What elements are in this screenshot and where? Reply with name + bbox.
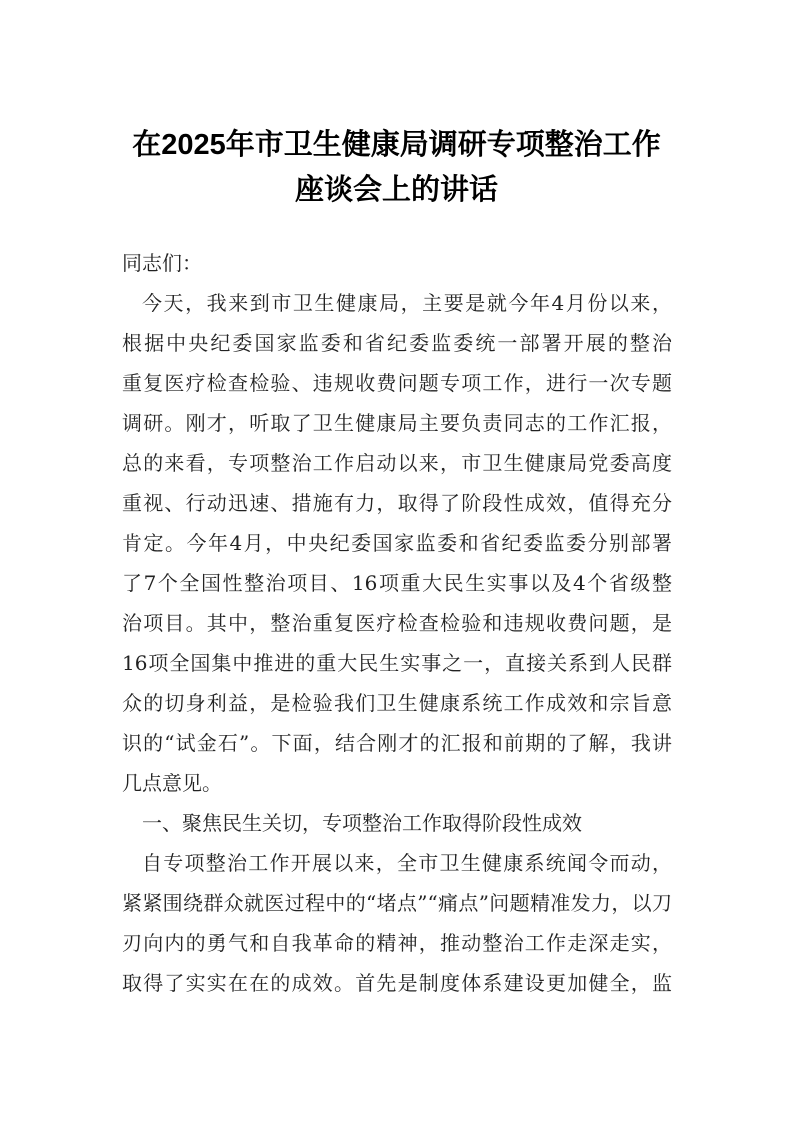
paragraph-line: 紧紧围绕群众就医过程中的“堵点”“痛点”问题精准发力，以刀 bbox=[122, 891, 672, 915]
paragraph-line: 16项全国集中推进的重大民生实事之一，直接关系到人民群 bbox=[122, 651, 672, 675]
paragraph-line: 调研。刚才，听取了卫生健康局主要负责同志的工作汇报， bbox=[122, 411, 672, 435]
paragraph-line: 自专项整治工作开展以来，全市卫生健康系统闻令而动， bbox=[142, 851, 672, 875]
document-title-line-1: 在2025年市卫生健康局调研专项整治工作 bbox=[132, 129, 661, 161]
paragraph-line: 几点意见。 bbox=[122, 771, 222, 795]
section-heading: 一、聚焦民生关切，专项整治工作取得阶段性成效 bbox=[142, 811, 582, 835]
paragraph-line: 了7个全国性整治项目、16项重大民生实事以及4个省级整 bbox=[122, 571, 672, 595]
salutation: 同志们： bbox=[122, 251, 202, 275]
paragraph-line: 取得了实实在在的成效。首先是制度体系建设更加健全，监 bbox=[122, 971, 672, 995]
paragraph-line: 总的来看，专项整治工作启动以来，市卫生健康局党委高度 bbox=[122, 451, 672, 475]
paragraph-line: 刃向内的勇气和自我革命的精神，推动整治工作走深走实， bbox=[122, 931, 672, 955]
paragraph-line: 识的“试金石”。下面，结合刚才的汇报和前期的了解，我讲 bbox=[122, 731, 672, 755]
paragraph-line: 治项目。其中，整治重复医疗检查检验和违规收费问题，是 bbox=[122, 611, 672, 635]
paragraph-line: 重视、行动迅速、措施有力，取得了阶段性成效，值得充分 bbox=[122, 491, 672, 515]
paragraph-line: 今天，我来到市卫生健康局，主要是就今年4月份以来， bbox=[142, 291, 672, 315]
document-title-line-2: 座谈会上的讲话 bbox=[294, 174, 498, 206]
paragraph-line: 重复医疗检查检验、违规收费问题专项工作，进行一次专题 bbox=[122, 371, 672, 395]
paragraph-line: 根据中央纪委国家监委和省纪委监委统一部署开展的整治 bbox=[122, 331, 672, 355]
paragraph-line: 众的切身利益，是检验我们卫生健康系统工作成效和宗旨意 bbox=[122, 691, 672, 715]
paragraph-line: 肯定。今年4月，中央纪委国家监委和省纪委监委分别部署 bbox=[122, 531, 672, 555]
